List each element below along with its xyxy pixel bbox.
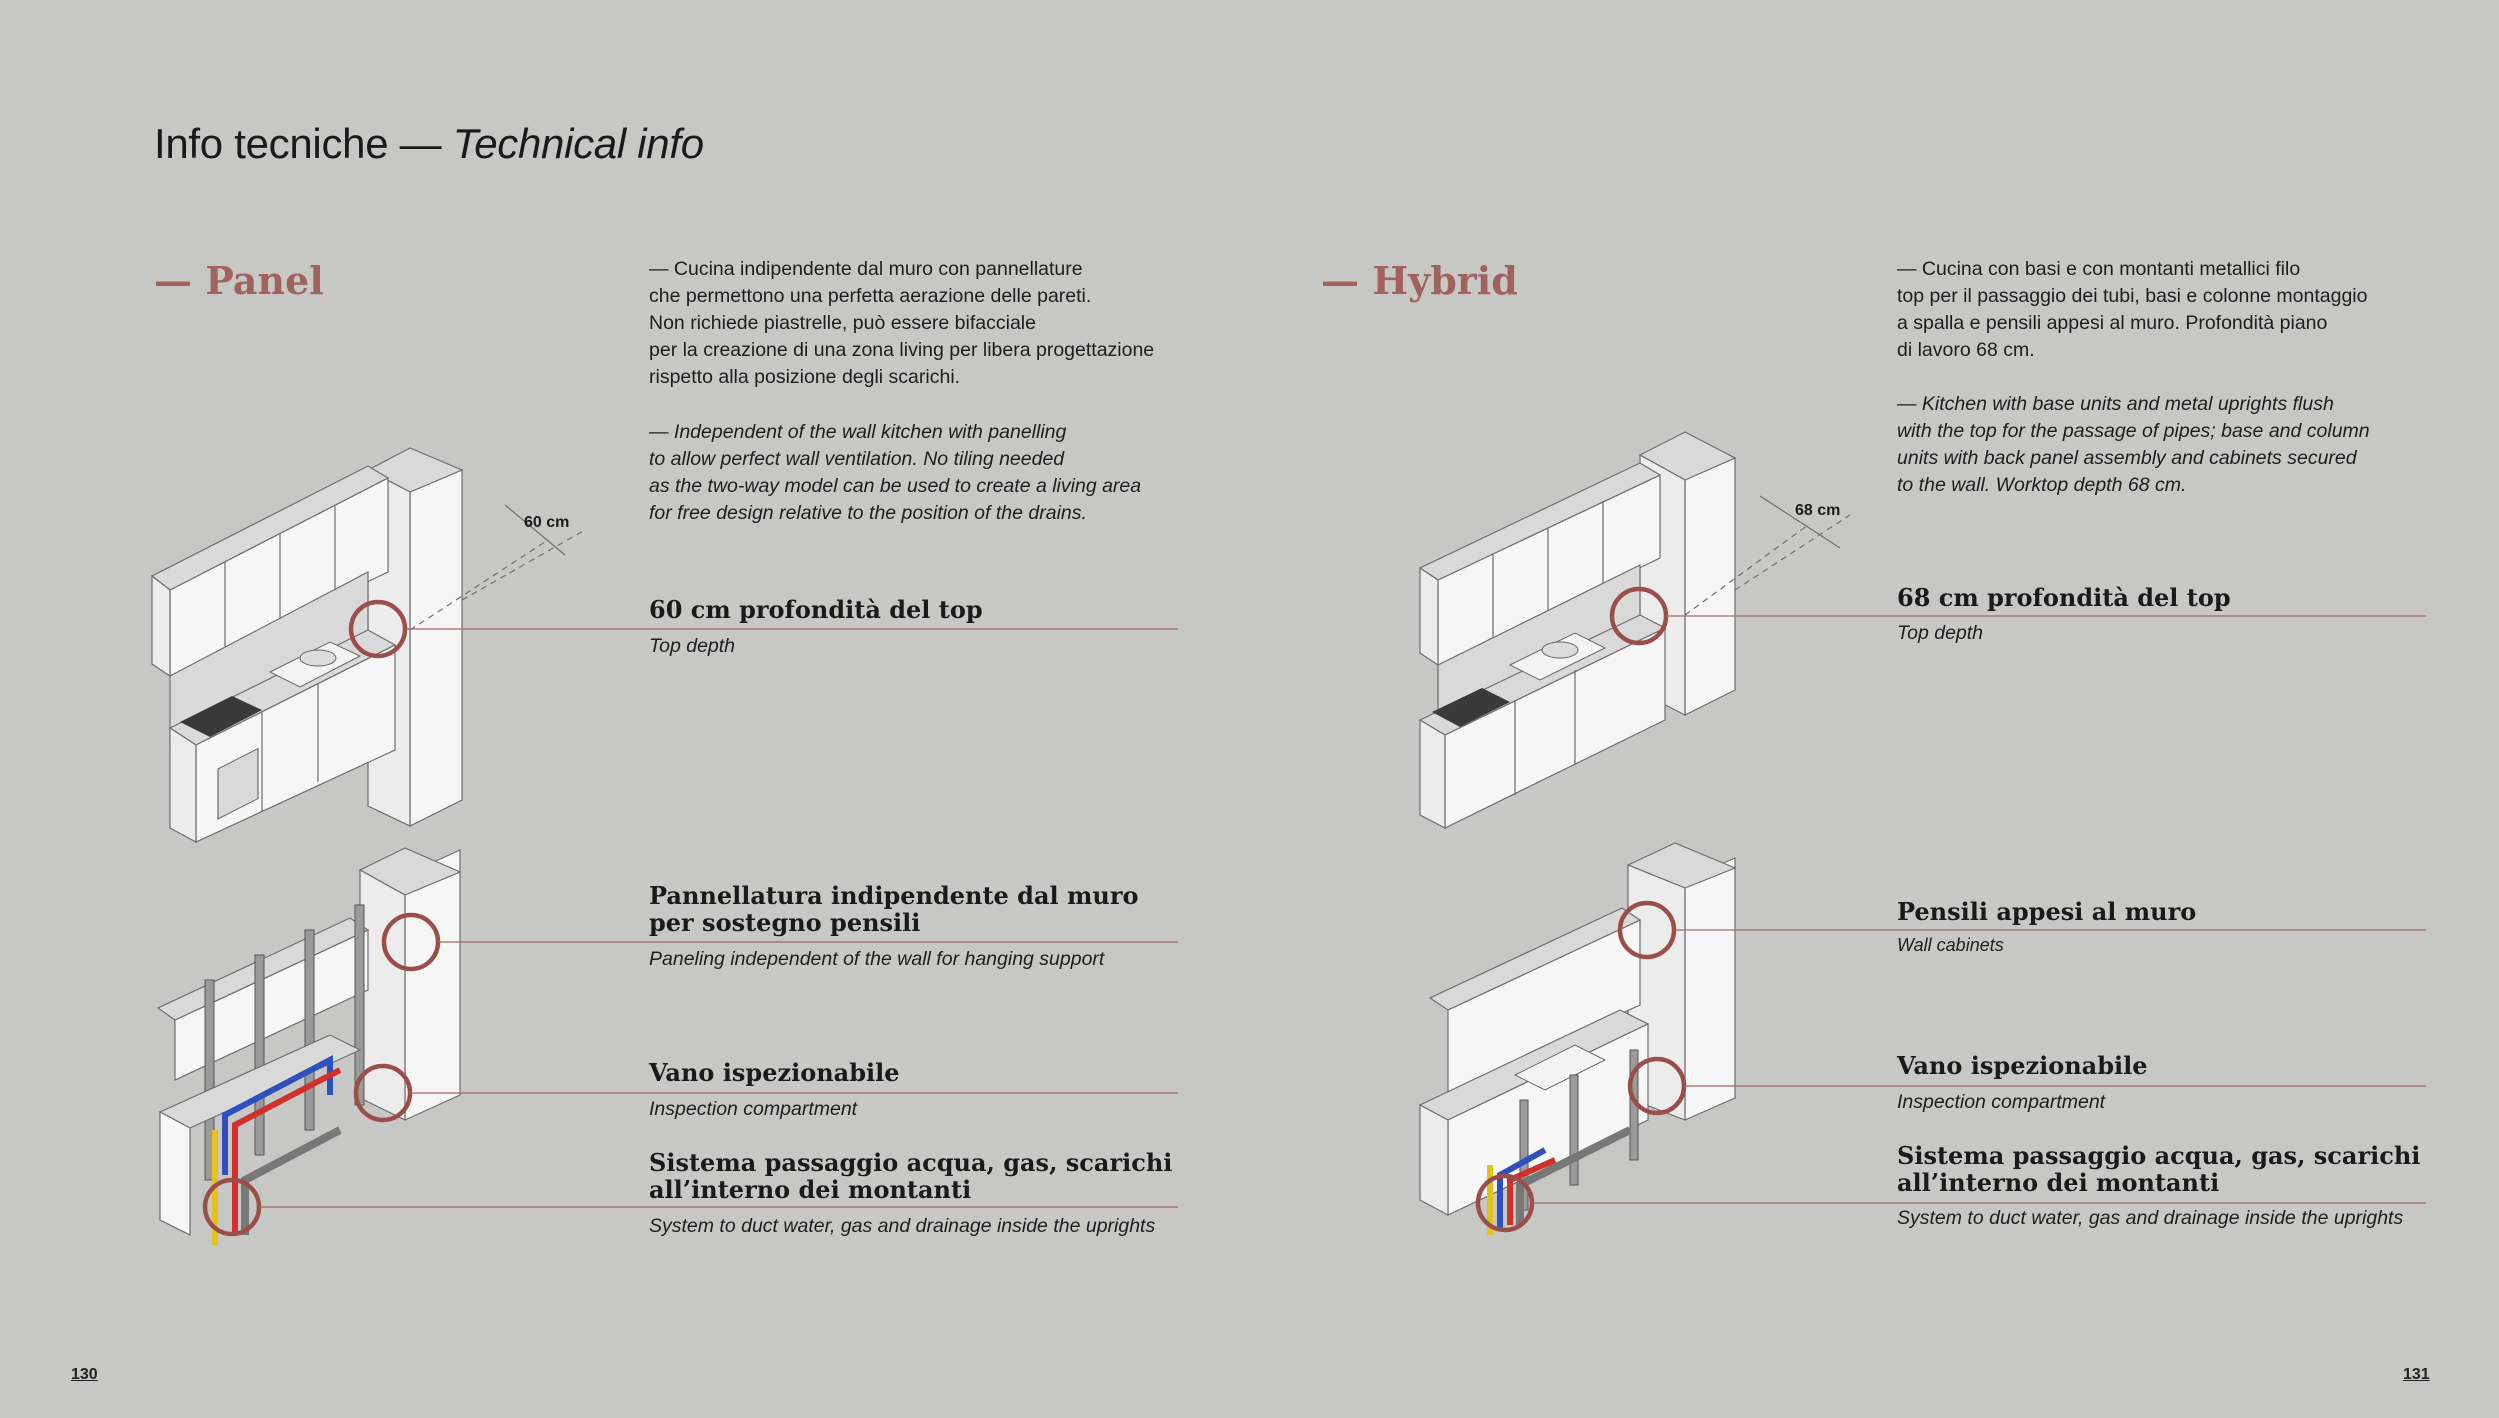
hybrid-description-italian: — Cucina con basi e con montanti metallici filo top per il passaggio dei tubi, basi e colonne montaggio a spalla e pensili appesi al muro. Profondità piano di lavoro 68 cm. bbox=[1897, 258, 2368, 361]
panel-section-label: — Panel bbox=[154, 258, 324, 303]
panel-feature-paneling-subtitle: Paneling independent of the wall for hanging support bbox=[649, 948, 1105, 970]
panel-dimension-label: 60 cm bbox=[524, 514, 570, 531]
panel-description-italian: — Cucina indipendente dal muro con pannellature che permettono una perfetta aerazione delle pareti. Non richiede piastrelle, può essere bifacciale per la creazione di una zona living per libera progettazione rispetto alla posizione degli scarichi. bbox=[649, 258, 1155, 388]
panel-feature-inspection-title: Vano ispezionabile bbox=[649, 1058, 900, 1087]
hybrid-feature-pipes-subtitle: System to duct water, gas and drainage inside the uprights bbox=[1897, 1207, 2404, 1229]
hybrid-feature-inspection-subtitle: Inspection compartment bbox=[1897, 1091, 2106, 1113]
hybrid-section-label: — Hybrid bbox=[1321, 258, 1518, 303]
hybrid-feature-inspection-title: Vano ispezionabile bbox=[1897, 1051, 2148, 1080]
hybrid-feature-top-depth-subtitle: Top depth bbox=[1897, 622, 1984, 644]
hybrid-feature-pipes-title: Sistema passaggio acqua, gas, scarichi all’interno dei montanti bbox=[1897, 1141, 2421, 1197]
hybrid-description-english: — Kitchen with base units and metal uprights flush with the top for the passage of pipes; base and column units with back panel assembly and cabinets secured to the wall. Worktop depth 68 cm. bbox=[1897, 393, 2370, 496]
page-title-italic: Technical info bbox=[452, 120, 704, 167]
panel-feature-pipes-subtitle: System to duct water, gas and drainage inside the uprights bbox=[649, 1215, 1156, 1237]
hybrid-feature-top-depth-title: 68 cm profondità del top bbox=[1897, 583, 2231, 612]
hybrid-feature-wall-cabinets-subtitle: Wall cabinets bbox=[1897, 935, 2004, 955]
panel-feature-pipes-title: Sistema passaggio acqua, gas, scarichi all’interno dei montanti bbox=[649, 1148, 1173, 1204]
hybrid-dimension-label: 68 cm bbox=[1795, 502, 1841, 519]
page-number-left: 130 bbox=[71, 1366, 98, 1383]
panel-feature-top-depth-subtitle: Top depth bbox=[649, 635, 736, 657]
panel-feature-top-depth-title: 60 cm profondità del top bbox=[649, 595, 983, 624]
panel-feature-inspection-subtitle: Inspection compartment bbox=[649, 1098, 858, 1120]
panel-description-english: — Independent of the wall kitchen with panelling to allow perfect wall ventilation. No tiling needed as the two-way model can be used to create a living area for free design relative to the position of the drains. bbox=[649, 421, 1142, 524]
hybrid-feature-wall-cabinets-title: Pensili appesi al muro bbox=[1897, 897, 2197, 926]
page-title-regular: Info tecniche — bbox=[154, 120, 442, 167]
panel-feature-paneling-title: Pannellatura indipendente dal muro per sostegno pensili bbox=[649, 881, 1139, 937]
page-number-right: 131 bbox=[2403, 1366, 2430, 1383]
